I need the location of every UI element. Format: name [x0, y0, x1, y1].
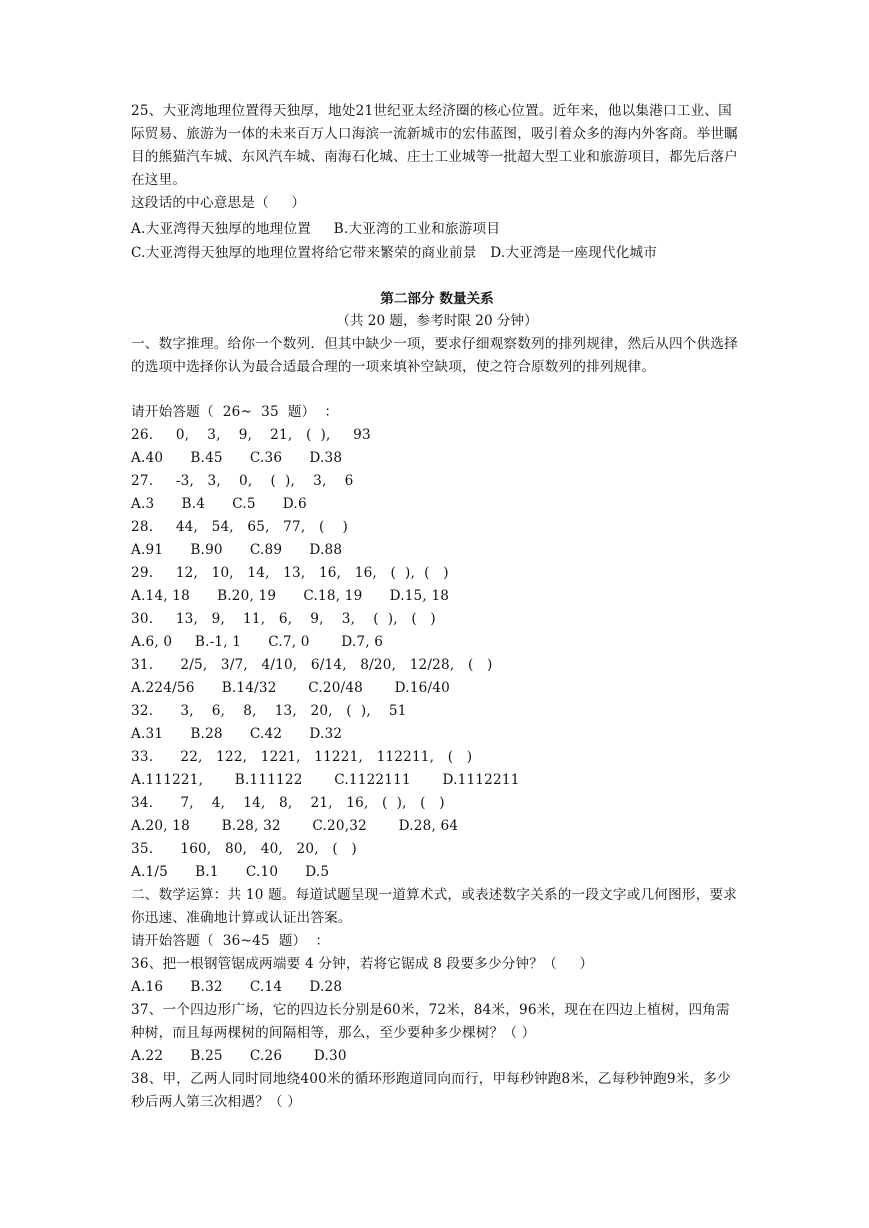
question-29-options: A.14, 18 B.20, 19 C.18, 19 D.15, 18 [131, 588, 450, 604]
question-35-options: A.1/5 B.1 C.10 D.5 [131, 864, 330, 880]
question-37-options: A.22 B.25 C.26 D.30 [131, 1048, 347, 1064]
part-2-subtitle: （共 20 题，参考时限 20 分钟） [336, 313, 538, 329]
question-34: 34. 7, 4, 14, 8, 21, 16, ( ), ( ) [131, 795, 445, 811]
question-25-options-ab: A.大亚湾得天独厚的地理位置 B.大亚湾的工业和旅游项目 [131, 221, 501, 237]
question-29: 29. 12, 10, 14, 13, 16, 16, ( ), ( ) [131, 565, 449, 581]
question-28: 28. 44, 54, 65, 77, ( ) [131, 519, 349, 535]
question-28-options: A.91 B.90 C.89 D.88 [131, 542, 343, 558]
question-25-options-cd: C.大亚湾得天独厚的地理位置将给它带来繁荣的商业前景 D.大亚湾是一座现代化城市 [131, 245, 658, 261]
question-38: 38、甲，乙两人同时同地绕400米的循环形跑道同向而行，甲每秒钟跑8米，乙每秒钟跑9米，多少秒后两人第三次相遇？（ ） [131, 1071, 731, 1110]
question-30: 30. 13, 9, 11, 6, 9, 3, ( ), ( ) [131, 611, 436, 627]
question-27-options: A.3 B.4 C.5 D.6 [131, 496, 307, 512]
question-26-options: A.40 B.45 C.36 D.38 [131, 450, 343, 466]
question-36-options: A.16 B.32 C.14 D.28 [131, 979, 343, 995]
question-25-prompt: 这段话的中心意思是（ ） [131, 195, 306, 211]
part-2-title: 第二部分 数量关系 [380, 291, 494, 307]
question-33-options: A.111221, B.111122 C.1122111 D.1112211 [131, 772, 520, 788]
question-34-options: A.20, 18 B.28, 32 C.20,32 D.28, 64 [131, 818, 459, 834]
section-1-intro: 一、数字推理。给你一个数列．但其中缺少一项，要求仔细观察数列的排列规律，然后从四个供选择的选项中选择你认为最合适最合理的一项来填补空缺项，使之符合原数列的排列规律。 [131, 336, 738, 375]
question-27: 27. -3, 3, 0, ( ), 3, 6 [131, 473, 354, 489]
section-2-start: 请开始答题（ 36~45 题） ： [131, 933, 330, 949]
question-32-options: A.31 B.28 C.42 D.32 [131, 726, 343, 742]
question-26: 26. 0, 3, 9, 21, ( ), 93 [131, 427, 371, 443]
question-25-text: 25、大亚湾地理位置得天独厚，地处21世纪亚太经济圈的核心位置。近年来，他以集港口工业、国际贸易、旅游为一体的未来百万人口海滨一流新城市的宏伟蓝图，吸引着众多的海内外客商。举世瞩目的熊猫汽车城、东风汽车城、南海石化城、庄士工业城等一批超大型工业和旅游项目，都先后落户在这里。 [131, 103, 738, 188]
question-36: 36、把一根钢管锯成两端要 4 分钟，若将它锯成 8 段要多少分钟？（ ） [131, 956, 594, 972]
question-35: 35. 160, 80, 40, 20, ( ) [131, 841, 357, 857]
question-37: 37、一个四边形广场，它的四边长分别是60米，72米，84米，96米，现在在四边上植树，四角需种树，而且每两棵树的间隔相等，那么，至少要种多少棵树？（ ） [131, 1002, 730, 1041]
section-1-start: 请开始答题（ 26~ 35 题） ： [131, 404, 339, 420]
question-32: 32. 3, 6, 8, 13, 20, ( ), 51 [131, 703, 407, 719]
section-2-intro: 二、数学运算：共 10 题。每道试题呈现一道算术式，或表述数字关系的一段文字或几何图形，要求你迅速、准确地计算或认证出答案。 [131, 887, 738, 926]
question-31: 31. 2/5, 3/7, 4/10, 6/14, 8/20, 12/28, ( ) [131, 657, 493, 673]
question-33: 33. 22, 122, 1221, 11221, 112211, ( ) [131, 749, 473, 765]
question-30-options: A.6, 0 B.-1, 1 C.7, 0 D.7, 6 [131, 634, 384, 650]
question-31-options: A.224/56 B.14/32 C.20/48 D.16/40 [131, 680, 450, 696]
